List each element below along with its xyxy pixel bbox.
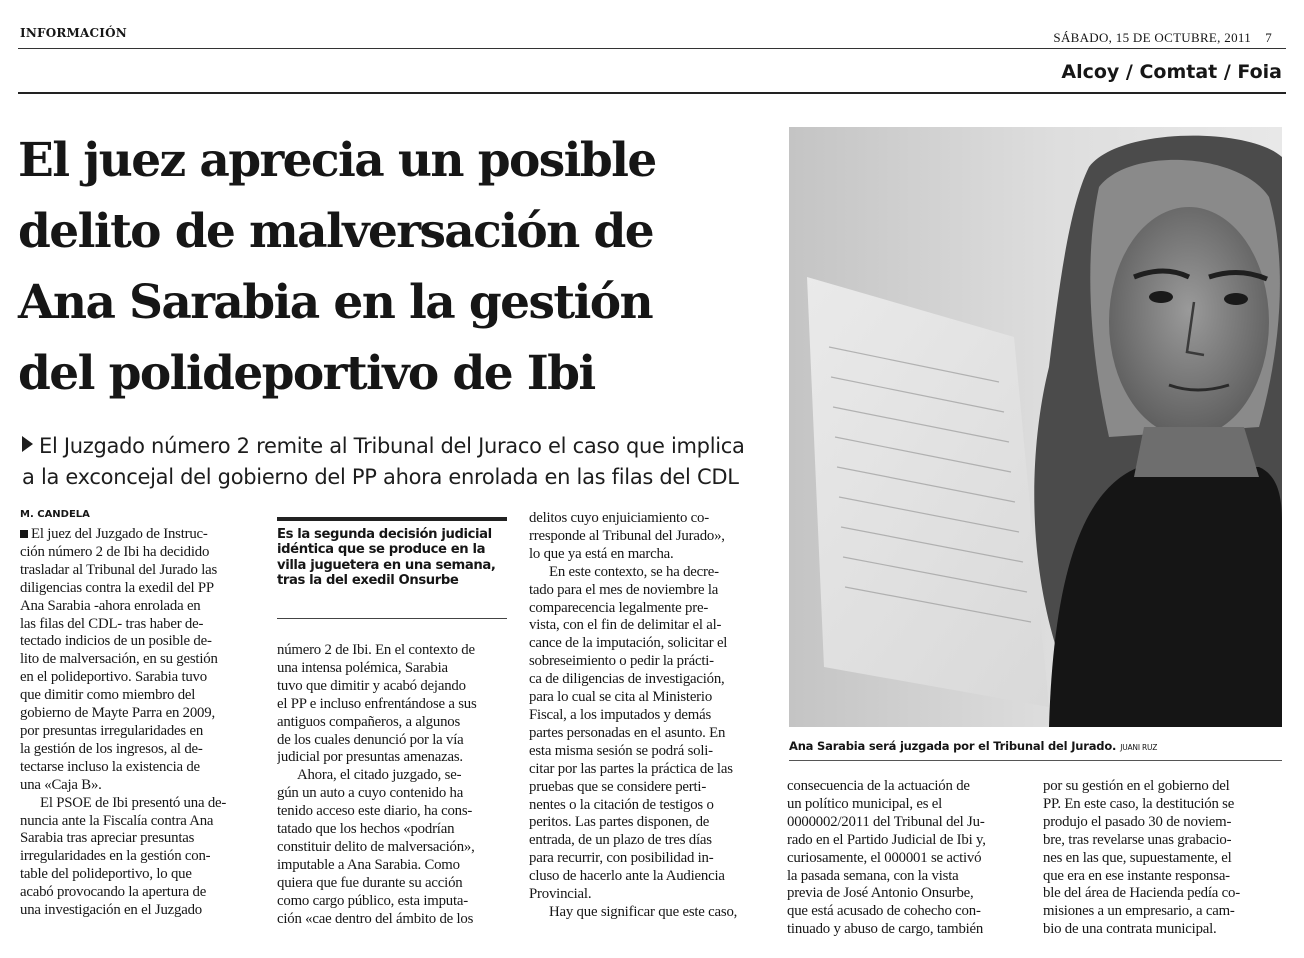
- text-line: que era en ese instante responsa-: [1043, 867, 1230, 884]
- headline-line: Ana Sarabia en la gestión: [18, 275, 653, 330]
- callout-line: villa juguetera en una semana,: [277, 557, 496, 573]
- text-line: vista, con el fin de delimitar el al-: [529, 617, 722, 634]
- byline: M. CANDELA: [20, 509, 90, 520]
- text-line: imputable a Ana Sarabia. Como: [277, 856, 460, 873]
- text-line: la gestión de los ingresos, al de-: [20, 740, 203, 757]
- text-line: en el polideportivo. Sarabia tuvo: [20, 669, 207, 686]
- text-line: diligencias contra la exedil del PP: [20, 579, 214, 596]
- article-column-5: [1043, 778, 1288, 939]
- text-line: tatado que los hechos «podrían: [277, 821, 455, 838]
- section-label: Alcoy / Comtat / Foia: [1061, 61, 1282, 83]
- headline-line: delito de malversación de: [18, 204, 654, 259]
- callout-line: idéntica que se produce en la: [277, 542, 486, 558]
- text-line: entrada, de un plazo de tres días: [529, 832, 712, 849]
- text-line: Fiscal, a los imputados y demás: [529, 706, 712, 723]
- photo-credit: JUANI RUZ: [1120, 743, 1158, 752]
- text-line: tado para el mes de noviembre la: [529, 581, 719, 598]
- text-line: acabó provocando la apertura de: [20, 884, 207, 901]
- text-line: Hay que significar que este caso,: [549, 903, 738, 920]
- text-line: las filas del CDL- tras haber de-: [20, 615, 204, 632]
- text-line: gobierno de Mayte Parra en 2009,: [20, 705, 215, 722]
- text-line: Provincial.: [529, 886, 592, 903]
- text-line: citar por las partes la práctica de las: [529, 760, 733, 777]
- text-line: lo que ya está en marcha.: [529, 545, 674, 562]
- text-line: En este contexto, se ha decre-: [549, 563, 719, 580]
- text-line: gún un auto a cuyo contenido ha: [277, 785, 464, 802]
- article-column-1: [20, 526, 255, 920]
- subhead-text: El Juzgado número 2 remite al Tribunal del Juraco el caso que implica: [39, 434, 745, 458]
- subhead-line: a la exconcejal del gobierno del PP ahora enrolada en las filas del CDL: [22, 465, 739, 489]
- text-line: la pasada semana, con la vista: [787, 867, 959, 884]
- text-line: una «Caja B».: [20, 776, 102, 793]
- photo-caption: [789, 739, 1157, 753]
- text-line: rresponde al Tribunal del Jurado»,: [529, 527, 725, 544]
- date-page-number: SÁBADO, 15 DE OCTUBRE, 2011 7: [1053, 30, 1272, 45]
- subheadline: [22, 431, 782, 493]
- caption-text: Ana Sarabia será juzgada por el Tribunal del Jurado.: [789, 739, 1117, 753]
- text-line: Sarabia tras apreciar presuntas: [20, 830, 195, 847]
- text-line: una investigación en el Juzgado: [20, 902, 202, 919]
- text-line: que está acusado de cohecho con-: [787, 903, 981, 920]
- text-line: por presuntas irregularidades en: [20, 722, 204, 739]
- text-line: consecuencia de la actuación de: [787, 778, 970, 794]
- callout-line: tras la del exedil Onsurbe: [277, 573, 459, 589]
- text-line: ble del área de Hacienda pedía co-: [1043, 885, 1240, 902]
- text-line: previa de José Antonio Onsurbe,: [787, 885, 974, 902]
- text-line: bio de una contrata municipal.: [1043, 921, 1217, 938]
- text-line: el PP e incluso enfrentándose a sus: [277, 695, 477, 712]
- subhead-line: [22, 431, 782, 462]
- text-line: antiguos compañeros, a algunos: [277, 713, 461, 730]
- text-line: nentes o la citación de testigos o: [529, 796, 714, 813]
- portrait-illustration: [789, 127, 1282, 727]
- article-column-4: [787, 778, 1027, 939]
- text-line: como cargo público, esta imputa-: [277, 892, 468, 909]
- text-line: tectado indicios de un posible de-: [20, 633, 212, 650]
- callout-box: [277, 527, 505, 589]
- text-line: trasladar al Tribunal del Jurado las: [20, 561, 218, 578]
- text-line: bre, tras revelarse unas grabacio-: [1043, 831, 1232, 848]
- text-line: partes personadas en el asunto. En: [529, 724, 726, 741]
- text-line: judicial por presuntas amenazas.: [277, 749, 463, 766]
- text-line: constituir delito de malversación»,: [277, 838, 475, 855]
- text-line: rado en el Partido Judicial de Ibi y,: [787, 831, 986, 848]
- text-line: delitos cuyo enjuiciamiento co-: [529, 510, 709, 526]
- text-line: para lo cual se cita al Ministerio: [529, 689, 713, 706]
- text-line: peritos. Las partes disponen, de: [529, 814, 710, 831]
- newspaper-name: INFORMACIÓN: [20, 26, 127, 40]
- paragraph-start-square-icon: [20, 530, 28, 538]
- text-line: esta misma sesión se podrá soli-: [529, 742, 713, 759]
- text-line: produjo el pasado 30 de noviem-: [1043, 813, 1232, 830]
- headline: [18, 125, 788, 409]
- headline-line: del polideportivo de Ibi: [18, 346, 595, 401]
- text-line: nuncia ante la Fiscalía contra Ana: [20, 812, 214, 829]
- callout-line: Es la segunda decisión judicial: [277, 527, 492, 542]
- text-line: nes en las que, supuestamente, el: [1043, 849, 1232, 866]
- text-line: curiosamente, el 000001 se activó: [787, 849, 982, 866]
- text-line: sobreseimiento o pedir la prácti-: [529, 653, 714, 670]
- caption-rule: [789, 760, 1282, 761]
- text-line: ción número 2 de Ibi ha decidido: [20, 543, 210, 560]
- text-line: tinuado y abuso de cargo, también: [787, 921, 984, 938]
- section-rule: [18, 92, 1286, 94]
- masthead-rule: [18, 48, 1286, 49]
- text-line: PP. En este caso, la destitución se: [1043, 795, 1235, 812]
- text-line: una intensa polémica, Sarabia: [277, 659, 448, 676]
- text-line: lito de malversación, en su gestión: [20, 651, 218, 668]
- headline-line: El juez aprecia un posible: [18, 133, 656, 188]
- text-line: un político municipal, es el: [787, 795, 943, 812]
- text-line: quiera que fue durante su acción: [277, 874, 463, 891]
- text-line: 0000002/2011 del Tribunal del Ju-: [787, 813, 985, 830]
- text-line-content: El juez del Juzgado de Instruc-: [31, 526, 208, 542]
- text-line: tectarse incluso la existencia de: [20, 758, 200, 775]
- text-line: cluso de hacerlo ante la Audiencia: [529, 868, 725, 885]
- text-line: Ana Sarabia -ahora enrolada en: [20, 597, 201, 614]
- text-line: por su gestión en el gobierno del: [1043, 778, 1230, 794]
- text-line: comparecencia legalmente pre-: [529, 599, 709, 616]
- text-line: El PSOE de Ibi presentó una de-: [40, 794, 227, 811]
- text-line: ción «cae dentro del ámbito de los: [277, 910, 474, 927]
- text-line: [20, 526, 255, 544]
- callout-top-rule: [277, 517, 507, 521]
- text-line: irregularidades en la gestión con-: [20, 848, 211, 865]
- text-line: misiones a un empresario, a cam-: [1043, 903, 1235, 920]
- text-line: Ahora, el citado juzgado, se-: [297, 767, 462, 784]
- article-column-2: [277, 642, 510, 929]
- photo-ana-sarabia: [789, 127, 1282, 727]
- article-column-3: [529, 510, 769, 922]
- triangle-bullet-icon: [22, 436, 33, 452]
- text-line: pruebas que se considere perti-: [529, 778, 707, 795]
- text-line: que dimitir como miembro del: [20, 687, 196, 704]
- text-line: cance de la imputación, solicitar el: [529, 635, 728, 652]
- text-line: número 2 de Ibi. En el contexto de: [277, 642, 475, 658]
- callout-bottom-rule: [277, 618, 507, 619]
- text-line: tuvo que dimitir y acabó dejando: [277, 677, 466, 694]
- text-line: tenido acceso este diario, ha cons-: [277, 803, 473, 820]
- text-line: ca de diligencias de investigación,: [529, 671, 725, 688]
- text-line: table del polideportivo, lo que: [20, 866, 192, 883]
- text-line: para recurrir, con posibilidad in-: [529, 850, 714, 867]
- text-line: de los cuales denunció por la vía: [277, 731, 464, 748]
